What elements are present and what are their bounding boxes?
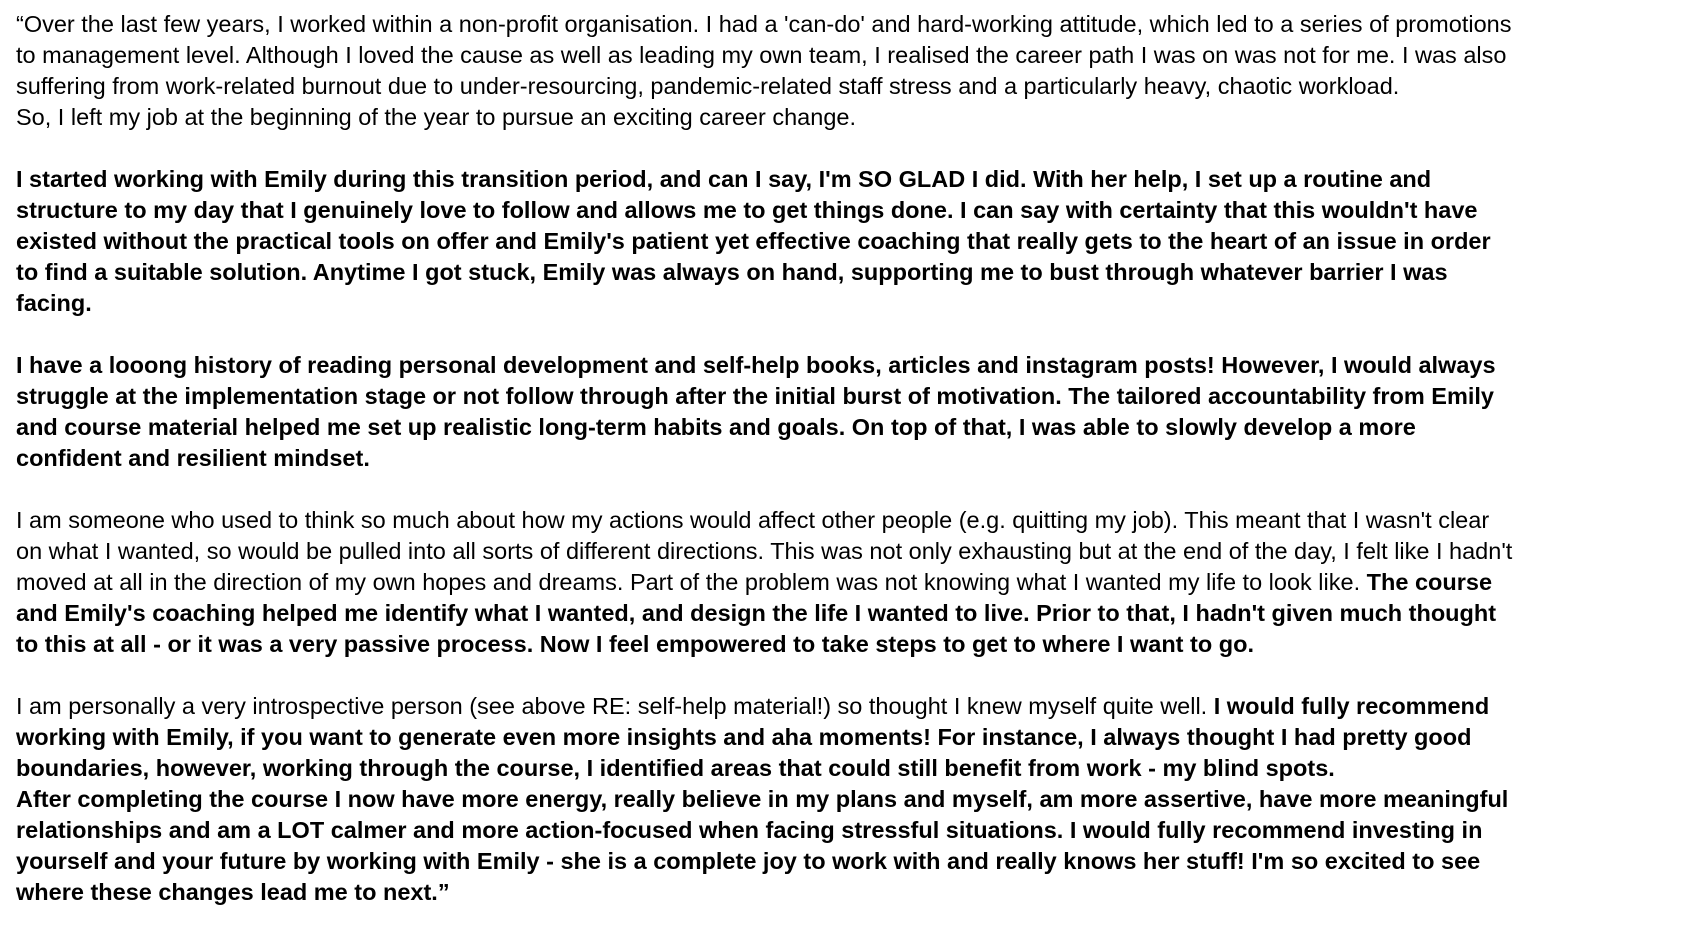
text-run: on what I wanted, so would be pulled into all sorts of different directions. This was not only exhausting but at the end of the day, I felt like I hadn't [16,538,1513,564]
text-run: I am personally a very introspective person (see above RE: self-help material!) so thought I knew myself quite well. [16,693,1214,719]
testimonial-paragraph [16,505,1676,660]
testimonial-document [16,9,1676,939]
text-run: facing. [16,290,92,316]
text-line [16,691,1676,722]
text-run: After completing the course I now have more energy, really believe in my plans and myself, am more assertive, have more meaningful [16,786,1509,812]
text-run: structure to my day that I genuinely love to follow and allows me to get things done. I can say with certainty that this wouldn't have [16,197,1478,223]
text-run: relationships and am a LOT calmer and more action-focused when facing stressful situations. I would fully recommend investing in [16,817,1483,843]
text-run: struggle at the implementation stage or not follow through after the initial burst of motivation. The tailored accountability from Emily [16,383,1494,409]
text-line [16,226,1676,257]
text-run: I would fully recommend [1213,693,1490,719]
testimonial-paragraph [16,9,1676,133]
text-run: working with Emily, if you want to generate even more insights and aha moments! For instance, I always thought I had pretty good [16,724,1472,750]
text-line [16,567,1676,598]
text-line [16,71,1676,102]
text-line [16,288,1676,319]
text-line [16,412,1676,443]
text-run: boundaries, however, working through the course, I identified areas that could still benefit from work - my blind spots. [16,755,1335,781]
text-line [16,753,1676,784]
text-line [16,350,1676,381]
text-line [16,102,1676,133]
text-line [16,381,1676,412]
text-line [16,195,1676,226]
text-line [16,815,1676,846]
text-line [16,846,1676,877]
text-line [16,9,1676,40]
text-line [16,40,1676,71]
text-run: where these changes lead me to next.” [16,879,450,905]
text-run: So, I left my job at the beginning of the year to pursue an exciting career change. [16,104,856,130]
text-run: suffering from work-related burnout due to under-resourcing, pandemic-related staff stress and a particularly heavy, chaotic workload. [16,73,1400,99]
text-line [16,784,1676,815]
text-line [16,536,1676,567]
text-run: existed without the practical tools on offer and Emily's patient yet effective coaching that really gets to the heart of an issue in order [16,228,1491,254]
text-run: “Over the last few years, I worked within a non-profit organisation. I had a 'can-do' and hard-working attitude, which led to a series of promotions [16,11,1512,37]
text-run: I started working with Emily during this transition period, and can I say, I'm SO GLAD I did. With her help, I set up a routine and [16,166,1432,192]
text-line [16,257,1676,288]
text-line [16,505,1676,536]
text-line [16,722,1676,753]
testimonial-paragraph [16,691,1676,908]
text-line [16,443,1676,474]
text-run: and Emily's coaching helped me identify what I wanted, and design the life I wanted to live. Prior to that, I hadn't given much thought [16,600,1497,626]
testimonial-paragraph [16,350,1676,474]
text-run: to this at all - or it was a very passive process. Now I feel empowered to take steps to get to where I want to go. [16,631,1254,657]
text-line [16,629,1676,660]
text-run: to find a suitable solution. Anytime I got stuck, Emily was always on hand, supporting me to bust through whatever barrier I was [16,259,1448,285]
text-run: yourself and your future by working with Emily - she is a complete joy to work with and really knows her stuff! I'm so excited to see [16,848,1481,874]
text-run: to management level. Although I loved the cause as well as leading my own team, I realised the career path I was on was not for me. I was also [16,42,1507,68]
text-run: I have a looong history of reading personal development and self-help books, articles and instagram posts! However, I would always [16,352,1496,378]
text-line [16,877,1676,908]
text-run: and course material helped me set up realistic long-term habits and goals. On top of that, I was able to slowly develop a more [16,414,1416,440]
text-line [16,598,1676,629]
text-line [16,164,1676,195]
text-run: moved at all in the direction of my own hopes and dreams. Part of the problem was not knowing what I wanted my life to look like. [16,569,1367,595]
text-run: I am someone who used to think so much about how my actions would affect other people (e.g. quitting my job). This meant that I wasn't clear [16,507,1490,533]
text-run: confident and resilient mindset. [16,445,370,471]
testimonial-paragraph [16,164,1676,319]
text-run: The course [1366,569,1493,595]
